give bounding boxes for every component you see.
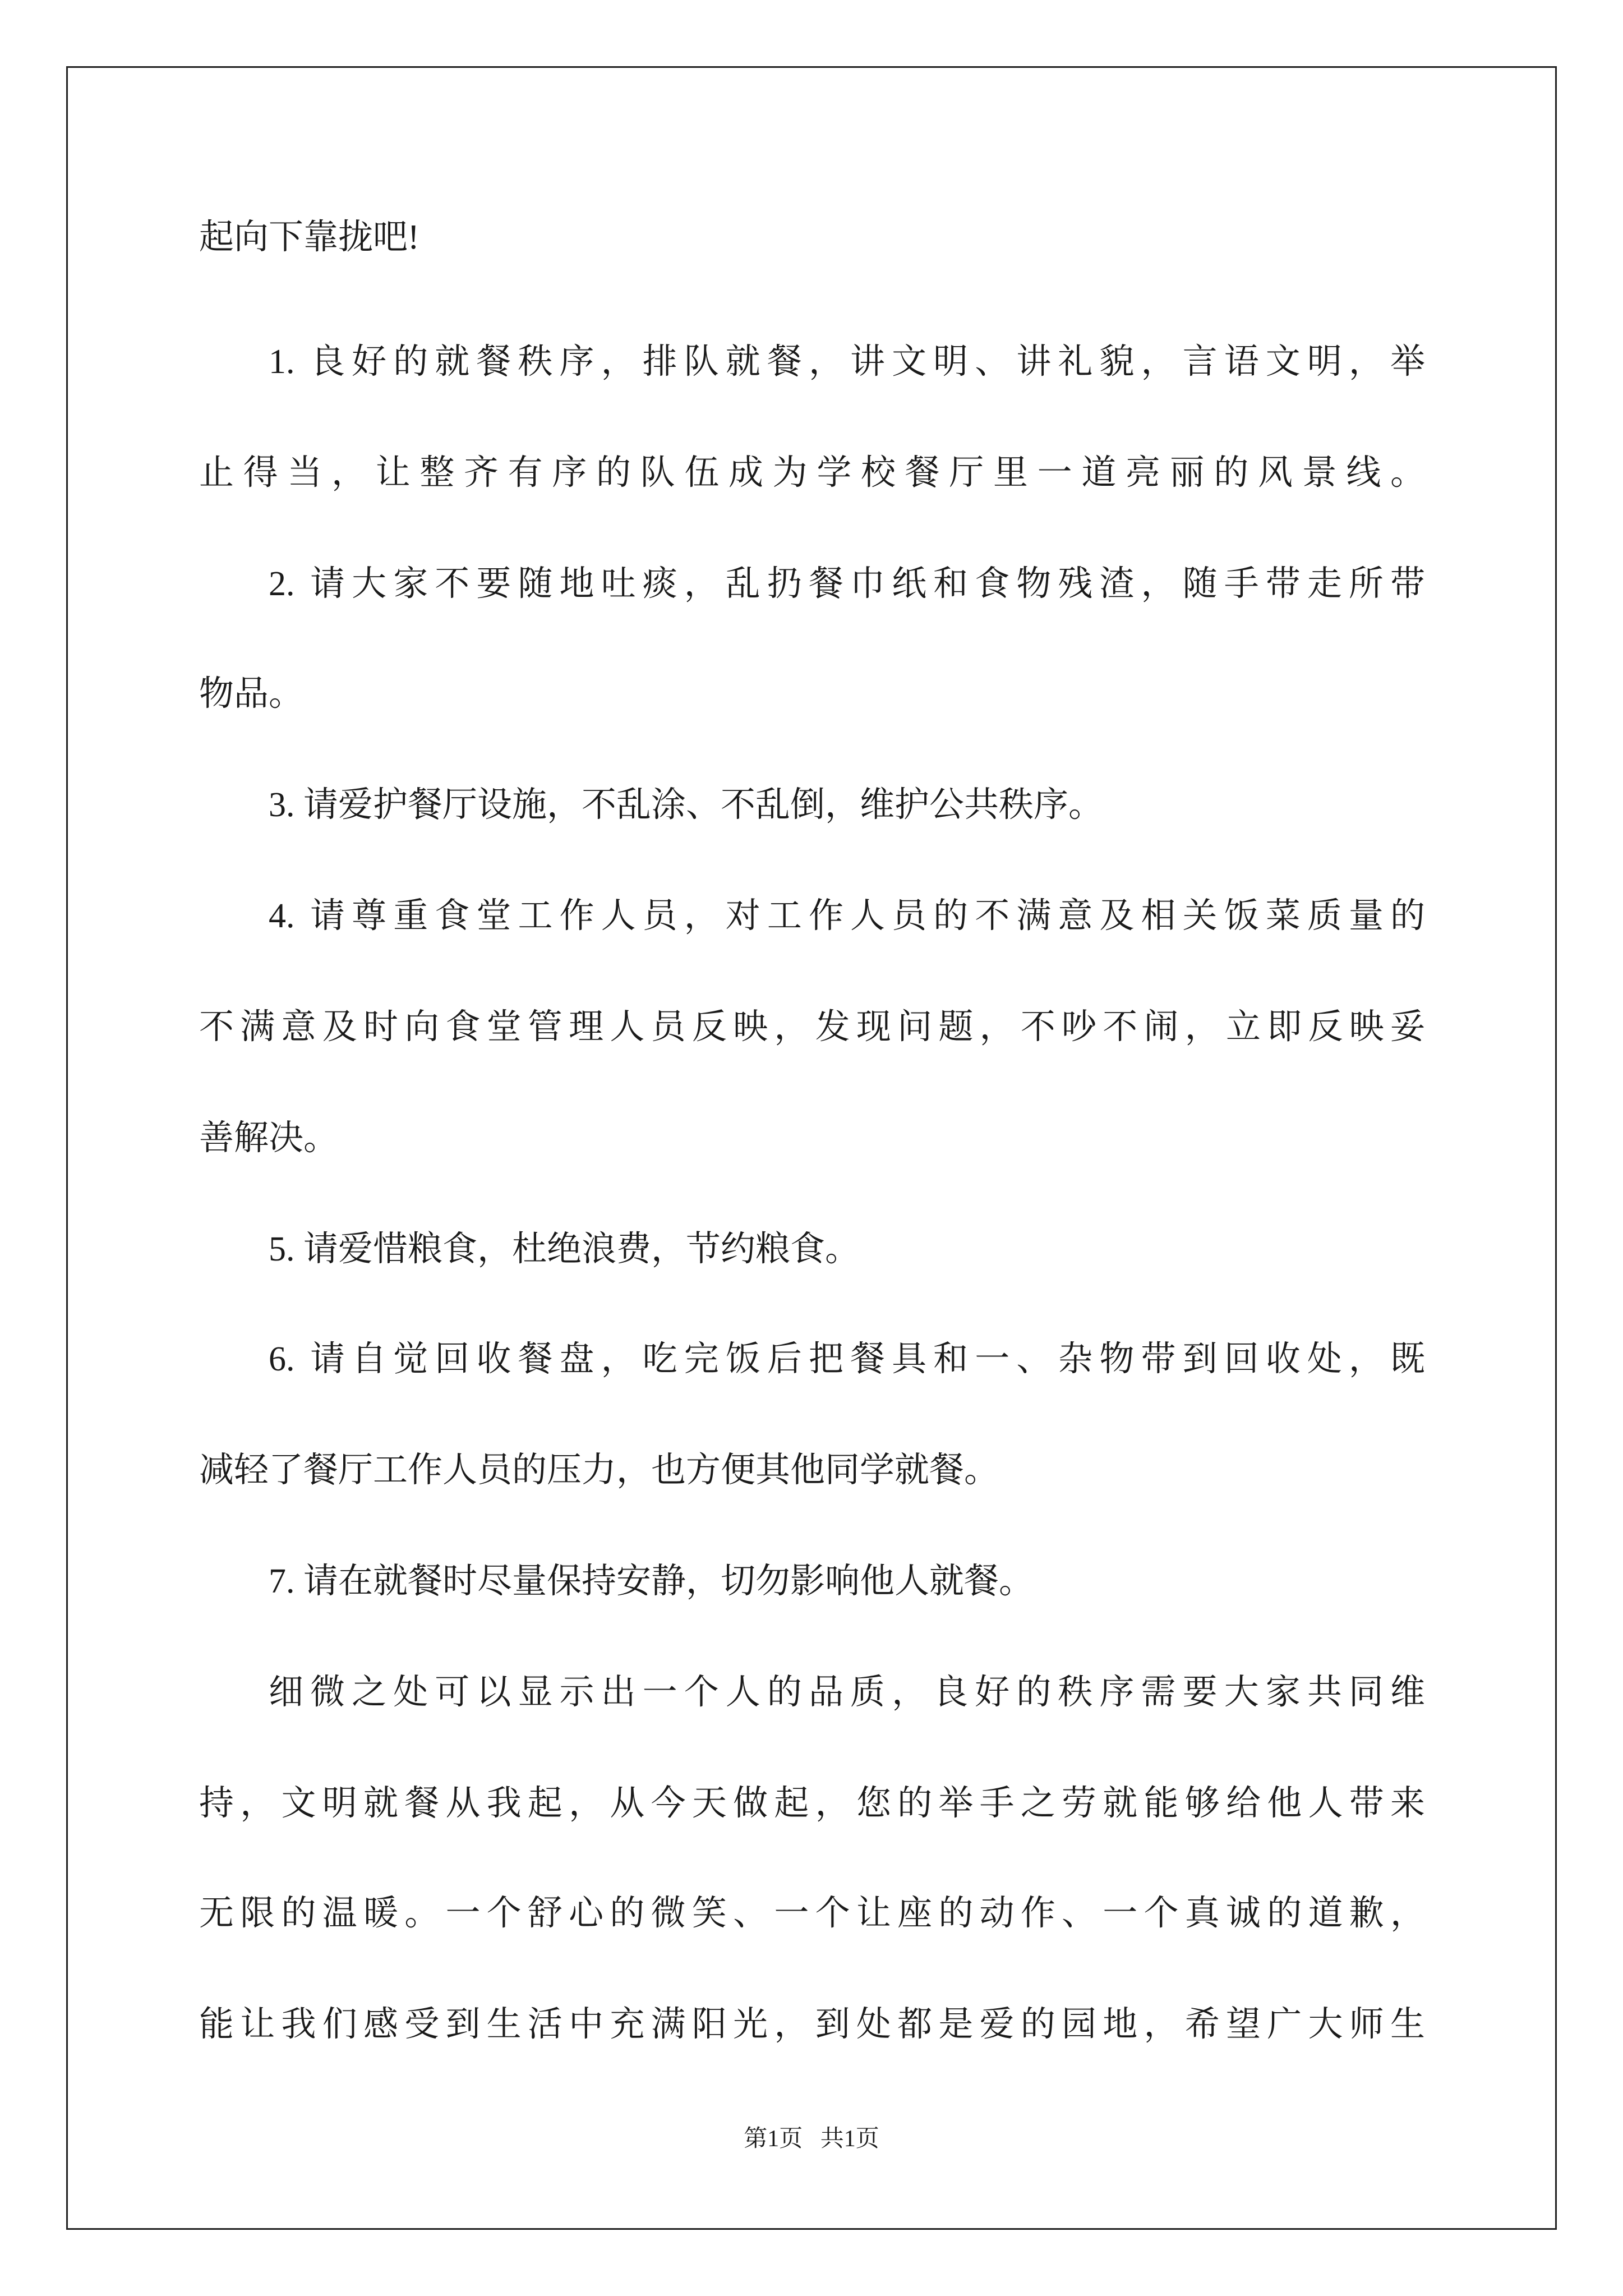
list-item-1-line-1: 1. 良好的就餐秩序，排队就餐，讲文明、讲礼貌，言语文明，举 [269,343,1425,381]
paragraph-line-1: 细微之处可以显示出一个人的品质，良好的秩序需要大家共同维 [269,1673,1425,1711]
list-item-4-line-2: 不满意及时向食堂管理人员反映，发现问题，不吵不闹，立即反映妥 [199,1008,1425,1046]
list-item-5: 5. 请爱惜粮食，杜绝浪费，节约粮食。 [269,1230,860,1268]
text-line: 起向下靠拢吧! [199,218,419,256]
paragraph-line-2: 持，文明就餐从我起，从今天做起，您的举手之劳就能够给他人带来 [199,1784,1425,1823]
list-item-4-line-3: 善解决。 [199,1119,339,1157]
paragraph-line-3: 无限的温暖。一个舒心的微笑、一个让座的动作、一个真诚的道歉， [199,1894,1425,1932]
paragraph-line-4: 能让我们感受到生活中充满阳光，到处都是爱的园地，希望广大师生 [199,2005,1425,2044]
page-footer: 第1页 共1页 [744,2126,879,2152]
list-item-2-line-2: 物品。 [199,675,304,713]
list-item-1-line-2: 止得当，让整齐有序的队伍成为学校餐厅里一道亮丽的风景线。 [199,454,1425,492]
list-item-7: 7. 请在就餐时尽量保持安静，切勿影响他人就餐。 [269,1562,1034,1600]
list-item-6-line-1: 6. 请自觉回收餐盘，吃完饭后把餐具和一、杂物带到回收处，既 [269,1340,1425,1378]
list-item-3: 3. 请爱护餐厅设施，不乱涂、不乱倒，维护公共秩序。 [269,786,1104,824]
list-item-2-line-1: 2. 请大家不要随地吐痰，乱扔餐巾纸和食物残渣，随手带走所带 [269,565,1425,603]
list-item-6-line-2: 减轻了餐厅工作人员的压力，也方便其他同学就餐。 [199,1451,999,1489]
list-item-4-line-1: 4. 请尊重食堂工作人员，对工作人员的不满意及相关饭菜质量的 [269,897,1425,935]
